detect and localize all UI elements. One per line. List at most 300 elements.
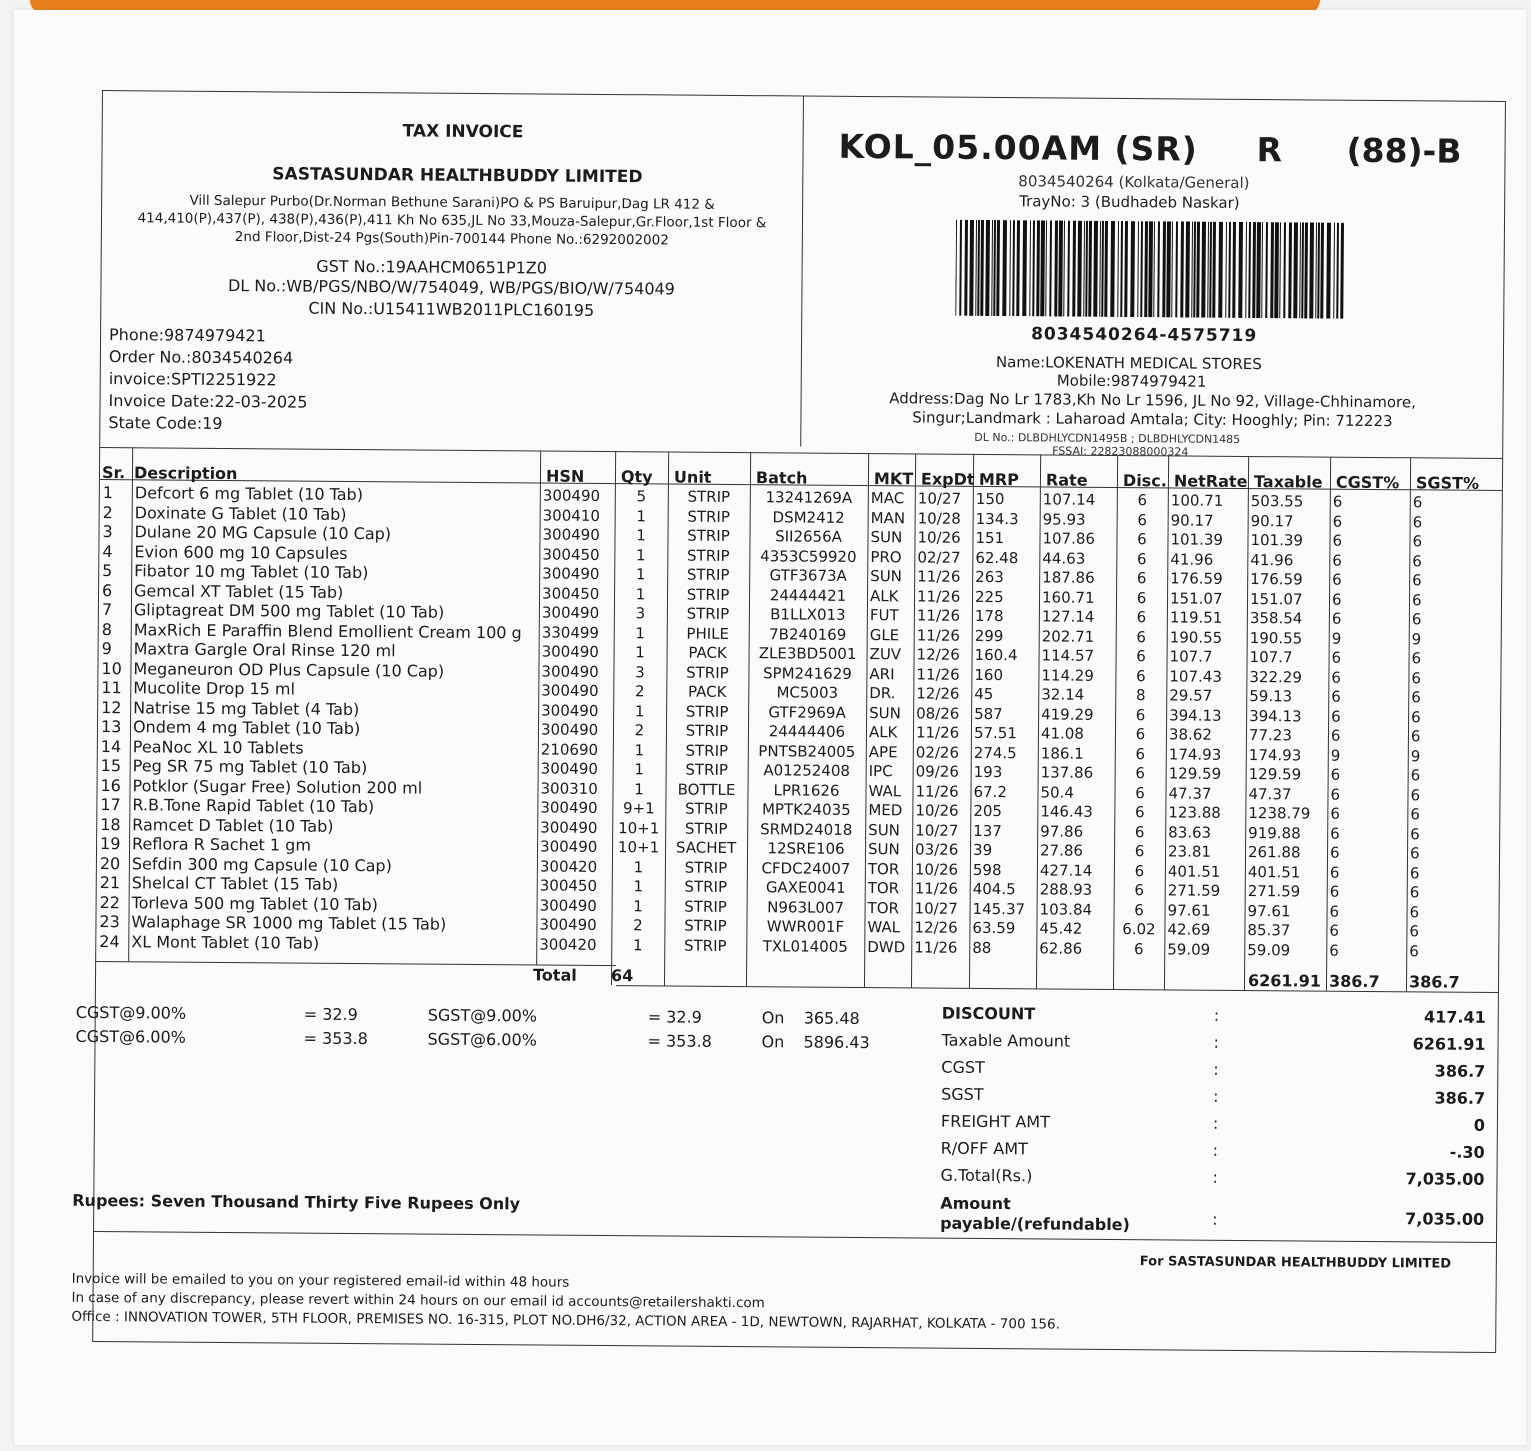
- barcode-bar: [1252, 222, 1256, 318]
- gst-number: GST No.:19AAHCM0651P1Z0: [316, 256, 548, 278]
- cell-cgst: 6: [1331, 590, 1342, 609]
- cell-sr: 12: [101, 697, 122, 717]
- cell-qty: 1: [636, 506, 647, 525]
- cell-hsn: 210690: [540, 739, 599, 759]
- cell-mkt: ZUV: [869, 645, 902, 664]
- summary-value: 386.7: [1434, 1061, 1486, 1081]
- cell-cgst: 6: [1332, 531, 1343, 550]
- order-number: Order No.:8034540264: [108, 347, 294, 368]
- cell-netrate: 59.09: [1167, 939, 1211, 959]
- cell-mrp: 150: [975, 489, 1005, 509]
- sgst-rate: SGST@6.00%: [427, 1029, 537, 1050]
- barcode-bar: [1110, 221, 1115, 317]
- cell-sgst: 6: [1409, 902, 1420, 921]
- cell-taxable: 77.23: [1248, 726, 1292, 745]
- cell-unit: STRIP: [685, 741, 729, 760]
- cell-mrp: 63.59: [972, 918, 1016, 938]
- barcode-bar: [1148, 221, 1153, 317]
- cell-description: Natrise 15 mg Tablet (4 Tab): [133, 697, 360, 719]
- barcode-bar: [975, 220, 977, 316]
- cell-sgst: 6: [1411, 707, 1421, 726]
- cell-expdt: 12/26: [914, 918, 958, 937]
- cell-taxable: 41.96: [1250, 550, 1294, 569]
- on-amount: 365.48: [803, 1008, 860, 1028]
- barcode-bar: [955, 220, 957, 316]
- cell-rate: 288.93: [1039, 880, 1093, 899]
- barcode-bar: [1326, 223, 1331, 319]
- cell-unit: STRIP: [684, 819, 728, 838]
- cell-batch: 12SRE106: [767, 839, 845, 858]
- cell-disc: 6: [1135, 783, 1145, 802]
- barcode-bar: [969, 220, 974, 316]
- cell-mkt: ALK: [868, 723, 898, 742]
- cell-batch: DSM2412: [772, 507, 845, 527]
- summary-value: -.30: [1449, 1142, 1485, 1162]
- cell-mkt: TOR: [867, 898, 900, 917]
- cell-taxable: 97.61: [1247, 901, 1291, 920]
- cell-sr: 15: [100, 756, 122, 776]
- cell-batch: 24444421: [769, 585, 847, 605]
- cell-netrate: 83.63: [1168, 822, 1212, 842]
- barcode-bar: [1333, 223, 1335, 319]
- cell-sgst: 6: [1410, 805, 1420, 824]
- barcode-graphic: [955, 220, 1346, 319]
- column-header-netrate: NetRate: [1173, 471, 1248, 492]
- cell-sgst: 6: [1411, 649, 1422, 668]
- cell-batch: ZLE3BD5001: [758, 644, 857, 663]
- cell-hsn: 300490: [541, 700, 599, 720]
- barcode-bar: [1009, 220, 1011, 316]
- cell-cgst: 9: [1331, 629, 1342, 648]
- cell-netrate: 176.59: [1170, 569, 1223, 588]
- cell-qty: 2: [633, 916, 643, 935]
- column-header-sgst: SGST%: [1415, 473, 1480, 493]
- invoice-number: invoice:SPTI2251922: [108, 369, 277, 390]
- cell-expdt: 10/28: [917, 508, 961, 528]
- cell-expdt: 11/26: [915, 723, 960, 742]
- cell-cgst: 6: [1329, 882, 1340, 901]
- cell-netrate: 174.93: [1168, 744, 1222, 764]
- total-cgst: 386.7: [1328, 971, 1380, 992]
- amount-payable-label: Amount: [940, 1193, 1011, 1214]
- summary-colon: :: [1213, 1086, 1219, 1106]
- customer-address-line: Singur;Landmark : Laharoad Amtala; City: Hooghly; Pin: 712223: [912, 408, 1393, 431]
- barcode-bar: [977, 220, 980, 316]
- cell-disc: 6: [1134, 900, 1144, 919]
- cell-hsn: 300450: [539, 876, 598, 895]
- cell-description: Ondem 4 mg Tablet (10 Tab): [132, 717, 361, 739]
- customer-address: [852, 389, 1452, 432]
- cell-unit: STRIP: [685, 760, 729, 779]
- cell-qty: 1: [635, 623, 646, 642]
- barcode-bar: [980, 220, 984, 316]
- cell-taxable: 174.93: [1248, 745, 1302, 764]
- cell-batch: GAXE0041: [765, 878, 846, 897]
- cell-hsn: 300450: [542, 544, 600, 564]
- barcode-bar: [1228, 222, 1231, 318]
- barcode-bar: [1137, 221, 1139, 317]
- cell-expdt: 10/26: [917, 528, 961, 547]
- cell-hsn: 300490: [542, 486, 601, 505]
- cell-description: Mucolite Drop 15 ml: [133, 678, 296, 699]
- cell-cgst: 6: [1330, 824, 1340, 843]
- cell-disc: 6: [1137, 530, 1147, 549]
- column-header-batch: Batch: [755, 468, 808, 488]
- cell-rate: 160.71: [1041, 587, 1095, 607]
- cell-batch: MPTK24035: [761, 800, 851, 819]
- column-header-taxable: Taxable: [1253, 472, 1323, 492]
- cell-netrate: 97.61: [1167, 900, 1211, 920]
- cell-hsn: 300490: [540, 817, 598, 837]
- cell-sr: 9: [101, 639, 112, 659]
- route-code-r: R: [1256, 130, 1283, 170]
- summary-label: G.Total(Rs.): [940, 1165, 1033, 1186]
- cell-expdt: 11/26: [916, 606, 961, 625]
- cell-mkt: SUN: [867, 840, 900, 859]
- barcode-bar: [1317, 223, 1320, 319]
- barcode-bar: [1193, 222, 1196, 318]
- cell-expdt: 11/26: [915, 781, 959, 801]
- cell-taxable: 59.09: [1247, 940, 1291, 959]
- summary-value: 6261.91: [1412, 1034, 1486, 1054]
- cell-mkt: PRO: [870, 547, 902, 566]
- barcode-bar: [1301, 222, 1304, 318]
- cell-rate: 427.14: [1039, 860, 1093, 880]
- cell-netrate: 38.62: [1168, 725, 1212, 744]
- cell-description: Peg SR 75 mg Tablet (10 Tab): [132, 756, 368, 778]
- cell-qty: 1: [635, 565, 646, 584]
- summary-label: FREIGHT AMT: [940, 1111, 1050, 1132]
- cell-mrp: 299: [974, 626, 1004, 645]
- cell-unit: STRIP: [684, 897, 727, 916]
- cell-sgst: 6: [1410, 727, 1421, 746]
- cell-expdt: 10/26: [914, 859, 959, 879]
- cell-mrp: 62.48: [975, 548, 1019, 567]
- summary-colon: :: [1212, 1140, 1219, 1160]
- cell-cgst: 6: [1329, 902, 1340, 921]
- cell-cgst: 6: [1331, 648, 1342, 667]
- barcode-bar: [1072, 221, 1076, 317]
- cell-unit: STRIP: [685, 799, 728, 818]
- cell-taxable: 261.88: [1247, 843, 1301, 862]
- cell-rate: 50.4: [1040, 782, 1074, 802]
- summary-label: R/OFF AMT: [940, 1138, 1028, 1159]
- cell-cgst: 6: [1331, 668, 1342, 687]
- cell-cgst: 6: [1329, 863, 1340, 882]
- cell-rate: 202.71: [1041, 626, 1095, 646]
- cell-taxable: 358.54: [1249, 609, 1303, 628]
- cell-disc: 6: [1134, 822, 1145, 841]
- cell-expdt: 11/26: [916, 664, 960, 684]
- barcode-bar: [1045, 220, 1047, 316]
- cell-cgst: 9: [1330, 746, 1341, 765]
- column-header-unit: Unit: [673, 467, 712, 487]
- barcode-bar: [1157, 221, 1160, 317]
- cell-unit: STRIP: [687, 507, 731, 526]
- cell-unit: STRIP: [686, 585, 730, 604]
- summary-label: Taxable Amount: [941, 1030, 1071, 1051]
- cell-cgst: 6: [1331, 707, 1341, 726]
- cell-sr: 21: [99, 873, 121, 893]
- cell-expdt: 11/26: [917, 567, 961, 586]
- cell-cgst: 6: [1330, 726, 1341, 745]
- cell-batch: 7B240169: [769, 624, 847, 644]
- cell-qty: 3: [635, 662, 645, 681]
- cell-sr: 19: [100, 834, 121, 854]
- cell-hsn: 300490: [542, 564, 600, 583]
- customer-address-line: Address:Dag No Lr 1783,Kh No Lr 1596, JL No 92, Village-Chhinamore,: [889, 389, 1416, 412]
- cell-netrate: 47.37: [1168, 783, 1212, 803]
- barcode-bar: [1012, 220, 1015, 316]
- barcode-bar: [1040, 220, 1045, 316]
- cell-netrate: 90.17: [1170, 510, 1214, 530]
- cell-disc: 6: [1137, 491, 1148, 510]
- cell-mrp: 39: [972, 840, 993, 860]
- total-label: Total: [532, 965, 577, 985]
- barcode-bar: [1063, 221, 1065, 317]
- cell-hsn: 300490: [541, 661, 599, 681]
- cell-hsn: 330499: [541, 622, 600, 642]
- column-header-sr: Sr.: [101, 463, 126, 483]
- cell-hsn: 300490: [539, 895, 597, 915]
- company-name: SASTASUNDAR HEALTHBUDDY LIMITED: [272, 164, 643, 188]
- cell-rate: 107.14: [1042, 490, 1096, 509]
- cell-rate: 32.14: [1041, 685, 1085, 704]
- cell-description: Maxtra Gargle Oral Rinse 120 ml: [133, 639, 396, 661]
- cell-mkt: WAL: [867, 918, 901, 937]
- barcode-bar: [964, 220, 968, 316]
- cell-qty: 5: [636, 487, 647, 506]
- cell-disc: 6: [1134, 881, 1145, 900]
- cell-batch: LPR1626: [773, 780, 840, 800]
- barcode-bar: [1256, 222, 1261, 318]
- barcode-bar: [1093, 221, 1098, 317]
- state-code: State Code:19: [108, 413, 223, 433]
- cell-mrp: 404.5: [972, 879, 1016, 899]
- cell-cgst: 6: [1330, 765, 1341, 784]
- total-taxable: 6261.91: [1247, 971, 1321, 991]
- cell-description: R.B.Tone Rapid Tablet (10 Tab): [132, 795, 375, 817]
- barcode-bar: [985, 220, 990, 316]
- barcode-bar: [1245, 222, 1247, 318]
- barcode-bar: [1022, 220, 1027, 316]
- cell-qty: 1: [633, 877, 644, 896]
- cell-netrate: 119.51: [1169, 608, 1223, 627]
- cell-description: Defcort 6 mg Tablet (10 Tab): [134, 483, 364, 505]
- cell-qty: 1: [635, 584, 646, 603]
- cell-mkt: ARI: [869, 664, 895, 683]
- summary-value: 386.7: [1434, 1088, 1486, 1108]
- cell-description: XL Mont Tablet (10 Tab): [131, 931, 320, 953]
- cell-qty: 1: [634, 701, 645, 720]
- cell-netrate: 42.69: [1167, 920, 1211, 939]
- cell-mkt: FUT: [869, 606, 899, 625]
- cell-taxable: 107.7: [1249, 648, 1293, 667]
- cell-mrp: 145.37: [972, 899, 1026, 918]
- cell-qty: 1: [634, 760, 645, 779]
- cell-disc: 6.02: [1122, 920, 1156, 939]
- cell-disc: 6: [1136, 588, 1147, 607]
- cell-expdt: 09/26: [915, 762, 959, 781]
- cell-sr: 3: [102, 522, 113, 542]
- doc-title: TAX INVOICE: [402, 121, 524, 143]
- cell-sr: 22: [99, 892, 121, 912]
- cell-mrp: 137: [973, 821, 1002, 840]
- cell-disc: 6: [1135, 764, 1146, 783]
- cell-sgst: 6: [1412, 512, 1423, 531]
- route-code: KOL_05.00AM (SR): [838, 126, 1198, 169]
- cell-sr: 24: [99, 931, 120, 951]
- cell-rate: 45.42: [1039, 919, 1083, 938]
- cell-taxable: 85.37: [1247, 921, 1291, 940]
- cell-hsn: 300450: [541, 583, 600, 603]
- cell-sr: 11: [101, 678, 122, 698]
- cell-sgst: 6: [1412, 571, 1422, 590]
- cell-sgst: 6: [1410, 824, 1420, 843]
- cell-batch: TXL014005: [762, 936, 848, 956]
- cell-sr: 14: [100, 736, 122, 756]
- summary-colon: :: [1213, 1032, 1220, 1052]
- cell-rate: 187.86: [1042, 568, 1095, 587]
- cell-taxable: 401.51: [1247, 862, 1301, 881]
- column-header-expdt: ExpDt: [920, 469, 975, 489]
- cell-batch: 4353C59920: [760, 546, 857, 566]
- cell-unit: STRIP: [685, 702, 729, 721]
- barcode-bar: [1083, 221, 1085, 317]
- header-divider: [800, 97, 804, 447]
- barcode-bar: [1085, 221, 1088, 317]
- cell-sr: 1: [102, 483, 114, 503]
- on-label: On: [761, 1008, 785, 1028]
- cell-taxable: 919.88: [1248, 823, 1301, 842]
- cell-rate: 137.86: [1040, 763, 1094, 782]
- cell-hsn: 300490: [540, 720, 599, 739]
- barcode-bar: [1309, 222, 1314, 318]
- cell-description: Dulane 20 MG Capsule (10 Cap): [134, 522, 392, 544]
- barcode-bar: [1225, 222, 1227, 318]
- barcode-bar: [1340, 223, 1344, 319]
- cell-description: Meganeuron OD Plus Capsule (10 Cap): [133, 658, 445, 681]
- cell-sgst: 6: [1410, 766, 1421, 785]
- barcode-bar: [1315, 223, 1317, 319]
- cell-sr: 16: [100, 775, 121, 795]
- cell-qty: 1: [636, 526, 646, 545]
- cell-mkt: SUN: [869, 703, 901, 722]
- cell-qty: 2: [634, 682, 645, 701]
- cell-expdt: 11/26: [916, 586, 961, 606]
- cell-sgst: 6: [1412, 493, 1423, 512]
- cell-description: Sefdin 300 mg Capsule (10 Cap): [131, 853, 392, 875]
- barcode-bar: [1171, 221, 1173, 317]
- barcode-bar: [1270, 222, 1274, 318]
- cell-qty: 1: [633, 896, 643, 915]
- cell-description: Ramcet D Tablet (10 Tab): [132, 814, 334, 836]
- cell-mkt: TOR: [867, 879, 900, 898]
- phone: Phone:9874979421: [109, 325, 266, 346]
- cell-mrp: 151: [975, 528, 1005, 548]
- cell-mkt: TOR: [867, 859, 900, 878]
- address-line: 2nd Floor,Dist-24 Pgs(South)Pin-700144 Phone No.:6292002002: [234, 229, 669, 249]
- barcode-bar: [1032, 220, 1035, 316]
- barcode-bar: [1185, 222, 1190, 318]
- cell-expdt: 12/26: [916, 645, 960, 664]
- cell-batch: N963L007: [767, 897, 845, 917]
- barcode-bar: [1029, 220, 1031, 316]
- cell-unit: STRIP: [687, 487, 731, 506]
- cell-sgst: 6: [1410, 785, 1421, 804]
- cell-expdt: 02/27: [917, 547, 961, 567]
- cell-cgst: 6: [1329, 941, 1339, 960]
- cell-hsn: 300490: [541, 603, 600, 622]
- cell-hsn: 300490: [539, 915, 597, 934]
- cell-mrp: 134.3: [975, 509, 1019, 528]
- cell-sr: 10: [101, 658, 122, 678]
- cell-qty: 1: [636, 545, 646, 564]
- cell-unit: STRIP: [687, 526, 730, 545]
- cell-cgst: 6: [1331, 687, 1341, 706]
- cell-taxable: 129.59: [1248, 765, 1302, 784]
- cell-batch: GTF3673A: [769, 566, 847, 585]
- cell-sr: 6: [101, 580, 113, 600]
- cell-mkt: SUN: [868, 820, 901, 839]
- cell-description: Gliptagreat DM 500 mg Tablet (10 Tab): [133, 600, 445, 622]
- cell-qty: 1: [634, 740, 645, 759]
- cell-rate: 62.86: [1039, 938, 1083, 958]
- cell-netrate: 394.13: [1169, 705, 1222, 725]
- barcode-bar: [1049, 220, 1052, 316]
- cell-rate: 95.93: [1042, 509, 1086, 529]
- cell-expdt: 10/27: [915, 820, 959, 840]
- cell-sgst: 6: [1411, 610, 1422, 629]
- cell-batch: PNTSB24005: [758, 741, 856, 761]
- cell-netrate: 29.57: [1169, 686, 1213, 705]
- barcode-bar: [1261, 222, 1263, 318]
- cell-sgst: 6: [1409, 863, 1420, 882]
- on-amount: 5896.43: [803, 1032, 870, 1053]
- cell-sr: 20: [99, 853, 121, 873]
- cgst-rate: CGST@6.00%: [75, 1026, 186, 1047]
- cell-sgst: 6: [1409, 844, 1420, 863]
- cell-taxable: 101.39: [1250, 531, 1304, 550]
- summary-label: DISCOUNT: [941, 1003, 1036, 1024]
- cell-netrate: 107.43: [1169, 666, 1223, 686]
- cell-description: Doxinate G Tablet (10 Tab): [134, 502, 347, 524]
- cell-mrp: 178: [974, 606, 1004, 626]
- cell-taxable: 503.55: [1250, 492, 1304, 511]
- barcode-bar: [1320, 223, 1324, 319]
- cell-mkt: DWD: [867, 937, 906, 956]
- table-top-line: [100, 447, 1502, 459]
- cell-sgst: 9: [1410, 746, 1421, 765]
- cell-batch: 13241269A: [765, 488, 853, 507]
- cell-cgst: 6: [1330, 804, 1340, 823]
- barcode-bar: [1288, 222, 1292, 318]
- cell-taxable: 151.07: [1249, 589, 1303, 608]
- barcode: [955, 220, 1346, 319]
- tray-number: TrayNo: 3 (Budhadeb Naskar): [1019, 192, 1240, 212]
- cell-mkt: MAC: [870, 489, 905, 508]
- sgst-amount: = 353.8: [647, 1031, 712, 1051]
- cell-disc: 8: [1135, 686, 1146, 705]
- cell-disc: 6: [1137, 510, 1147, 529]
- cell-disc: 6: [1136, 627, 1147, 646]
- barcode-bar: [1153, 221, 1155, 317]
- cell-qty: 1: [634, 779, 644, 798]
- barcode-bar: [1207, 222, 1209, 318]
- order-location: 8034540264 (Kolkata/General): [1018, 172, 1250, 193]
- cell-rate: 114.57: [1041, 646, 1095, 665]
- cell-expdt: 12/26: [916, 684, 960, 703]
